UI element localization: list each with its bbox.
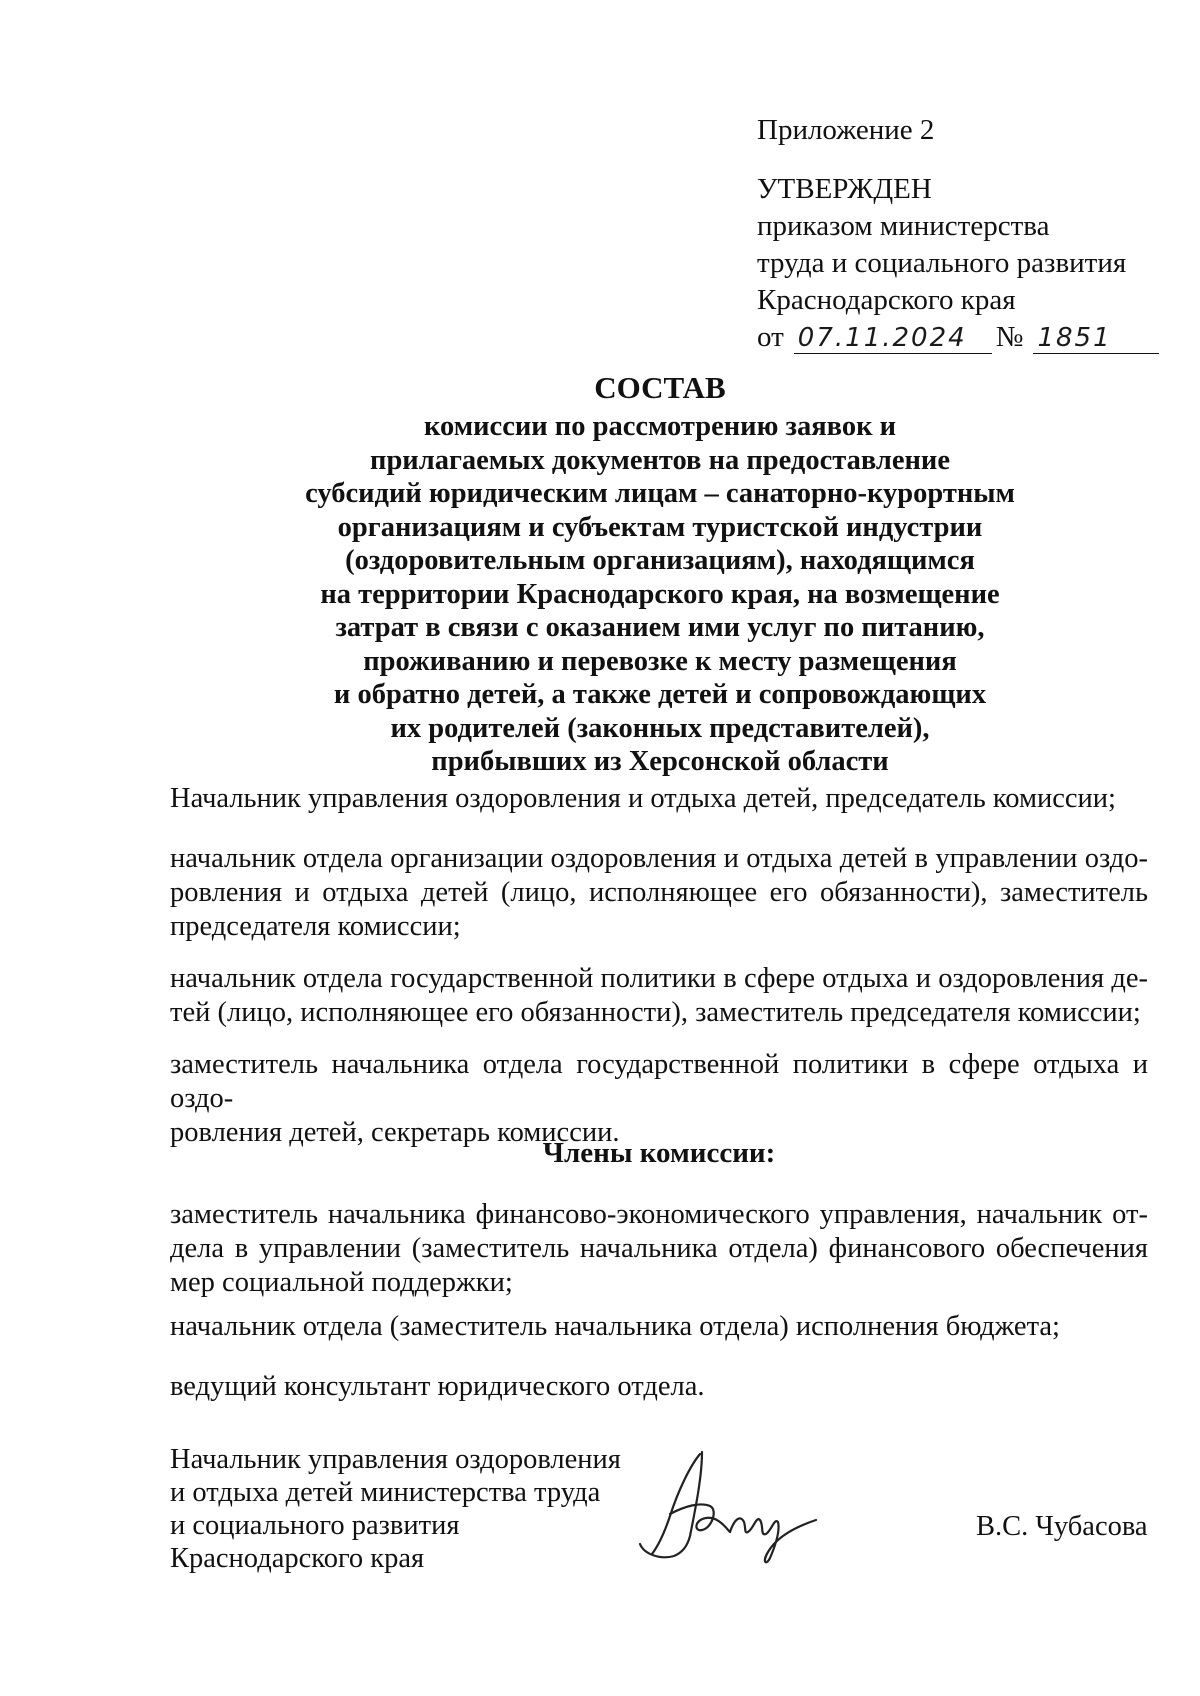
member-paragraph [170,1370,1148,1404]
approval-line: приказом министерства [757,210,1050,242]
paragraph-line: начальник отдела (заместитель начальника отдела) исполнения бюджета; [170,1311,1060,1342]
paragraph-line: начальник отдела государственной политики в сфере отдыха и оздоровления де- [170,963,1148,994]
paragraph-line: дела в управлении (заместитель начальника отдела) финансового обеспечения [170,1233,1148,1264]
position-line: и социального развития [170,1510,460,1541]
handwritten-signature [630,1436,830,1566]
order-date-number-line [757,319,1177,356]
title-line: проживанию и перевозке к месту размещения [363,645,957,677]
title-line: прибывших из Херсонской области [431,746,889,777]
secretary-paragraph [170,1048,1148,1150]
document-title-block [150,368,1170,779]
paragraph-line: заместитель начальника финансово-экономического управления, начальник от- [170,1199,1148,1230]
member-paragraph [170,1310,1148,1344]
deputy-chairman-paragraph [170,842,1148,944]
title-line: прилагаемых документов на предоставление [370,444,950,476]
paragraph-line: ровления детей, секретарь комиссии. [170,1117,620,1148]
paragraph-line: ведущий консультант юридического отдела. [170,1371,705,1402]
paragraph-line: начальник отдела организации оздоровления и отдыха детей в управлении оздо- [170,843,1148,874]
chairman-paragraph [170,782,1148,816]
title-line: (оздоровительным организациям), находящимся [345,545,975,576]
members-heading: Члены комиссии: [542,1137,776,1169]
signatory-name: В.С. Чубасова [976,1511,1148,1542]
title-line: их родителей (законных представителей), [390,712,930,744]
paragraph-line: ровления и отдыха детей (лицо, исполняющее его обязанности), заместитель [170,877,1148,908]
signatory-position [170,1443,621,1575]
order-number-handwritten: 1851 [1033,323,1159,354]
title-line: организациям и субъектам туристской индустрии [337,511,983,543]
title-line: субсидий юридическим лицам – санаторно-курортным [305,478,1015,509]
member-paragraph [170,1198,1148,1300]
paragraph-line: председателя комиссии; [170,911,461,942]
date-prefix: от [757,321,784,353]
paragraph-line: Начальник управления оздоровления и отдыха детей, председатель комиссии; [170,783,1116,814]
approval-line: Краснодарского края [757,284,1016,316]
approved-label: УТВЕРЖДЕН [757,173,932,205]
paragraph-line: тей (лицо, исполняющее его обязанности), заместитель председателя комиссии; [170,997,1141,1028]
order-date-handwritten: 07.11.2024 [794,323,992,354]
position-line: Краснодарского края [170,1543,425,1574]
deputy-chairman-paragraph-2 [170,962,1148,1030]
position-line: и отдыха детей министерства труда [170,1477,601,1508]
title-line: на территории Краснодарского края, на возмещение [320,578,1000,610]
position-line: Начальник управления оздоровления [170,1444,621,1475]
approval-line: труда и социального развития [757,247,1127,279]
appendix-label: Приложение 2 [757,114,935,146]
approval-block [757,112,1177,356]
document-title: СОСТАВ [594,370,726,405]
title-line: комиссии по рассмотрению заявок и [423,411,897,442]
number-prefix: № [995,321,1024,353]
paragraph-line: мер социальной поддержки; [170,1267,513,1298]
title-line: затрат в связи с оказанием ими услуг по питанию, [335,612,985,643]
paragraph-line: заместитель начальника отдела государственной политики в сфере отдыха и оздо- [170,1049,1148,1114]
title-line: и обратно детей, а также детей и сопровождающих [333,679,987,710]
